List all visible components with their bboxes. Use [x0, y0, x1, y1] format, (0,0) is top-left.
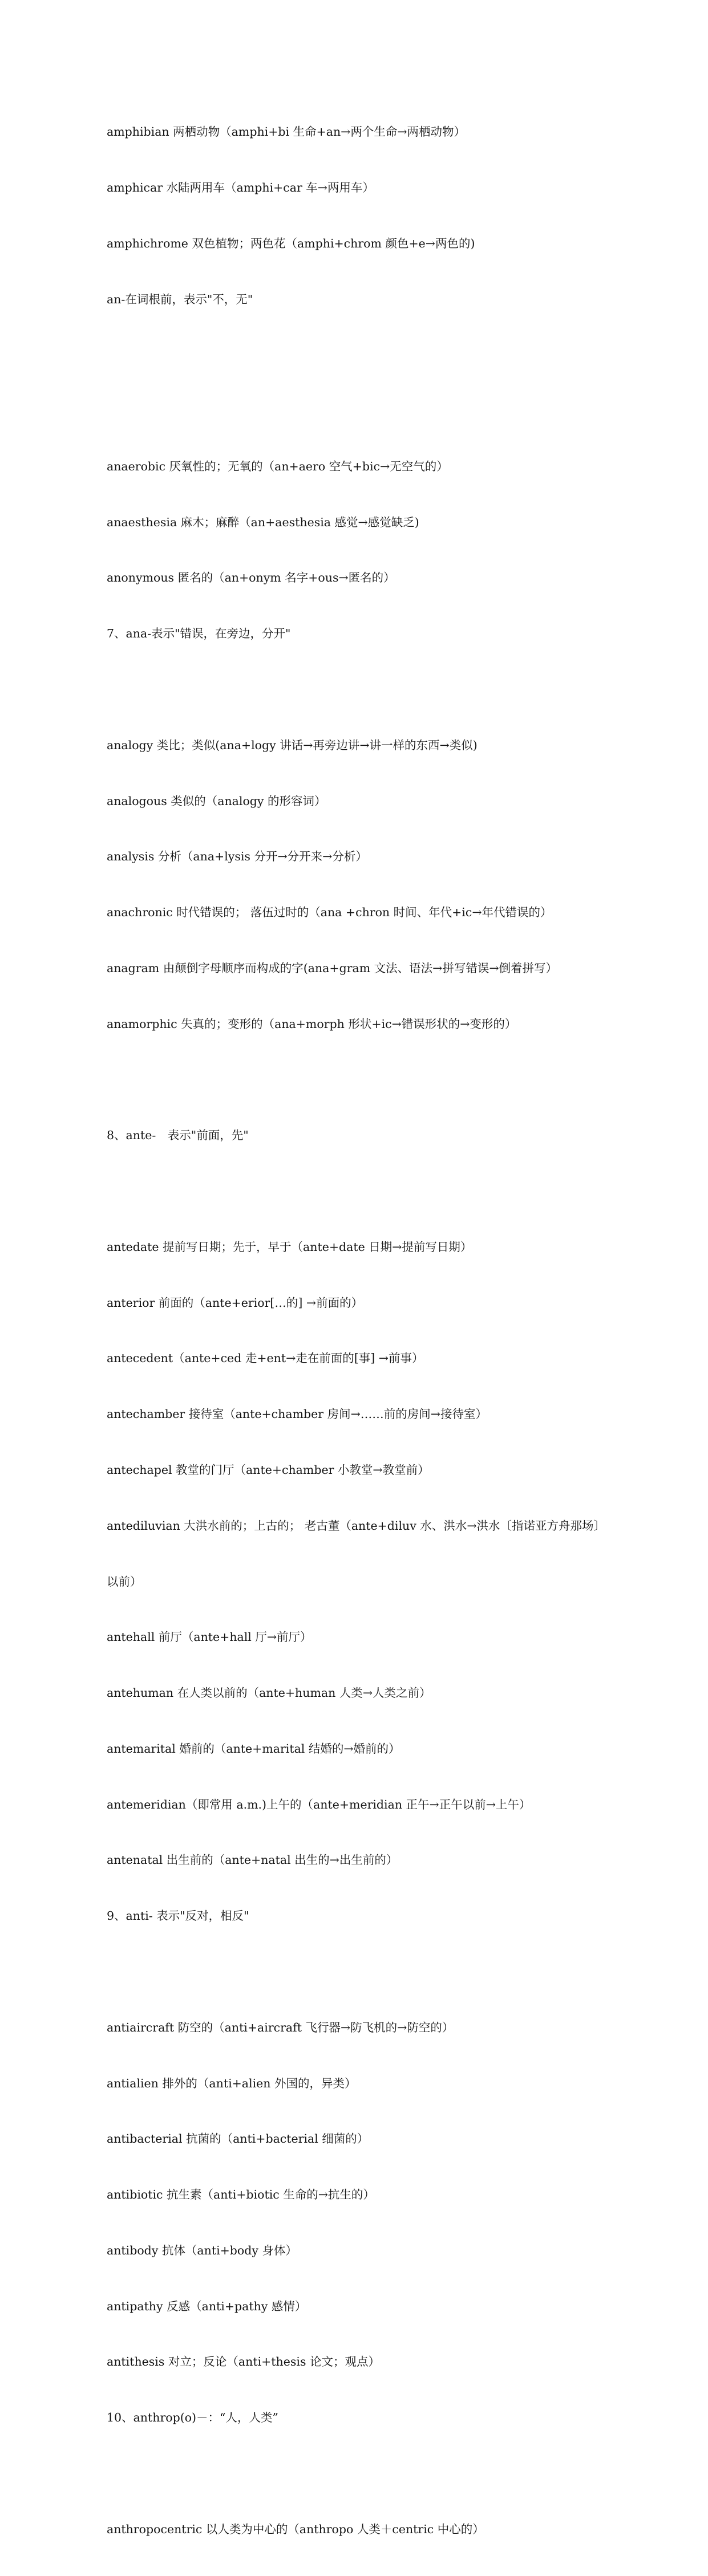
text-line: antemeridian（即常用 a.m.)上午的（ante+meridian 正午→正午以前→上午） [107, 1797, 531, 1811]
blank-line [107, 1070, 609, 1089]
text-line: anagram 由颠倒字母顺序而构成的字(ana+gram 文法、语法→拼写错误→倒着拼写） [107, 961, 558, 975]
section-heading: 8、ante- 表示"前面，先" [107, 1128, 249, 1143]
blank-line [107, 2464, 609, 2483]
text-line: antedate 提前写日期；先于，早于（ante+date 日期→提前写日期） [107, 1240, 472, 1254]
section-heading: 10、anthrop(o)－：“人，人类” [107, 2411, 279, 2425]
section-heading: 9、anti- 表示"反对，相反" [107, 1909, 249, 1923]
text-line: anamorphic 失真的；变形的（ana+morph 形状+ic→错误形状的→变形的） [107, 1017, 517, 1031]
text-line: amphibian 两栖动物（amphi+bi 生命+an→两个生命→两栖动物） [107, 125, 466, 139]
text-line: an-在词根前，表示"不，无" [107, 292, 253, 306]
text-line: antibacterial 抗菌的（anti+bacterial 细菌的） [107, 2132, 369, 2146]
text-line: analogy 类比；类似(ana+logy 讲话→再旁边讲→讲一样的东西→类似) [107, 738, 478, 752]
text-line: antemarital 婚前的（ante+marital 结婚的→婚前的） [107, 1741, 400, 1756]
text-line: anaesthesia 麻木；麻醉（an+aesthesia 感觉→感觉缺乏) [107, 515, 419, 529]
text-line: antipathy 反感（anti+pathy 感情） [107, 2299, 307, 2313]
text-line: antenatal 出生前的（ante+natal 出生的→出生前的） [107, 1853, 398, 1867]
text-line: amphichrome 双色植物；两色花（amphi+chrom 颜色+e→两色的) [107, 236, 475, 250]
blank-line [107, 680, 609, 699]
text-line: anaerobic 厌氧性的；无氧的（an+aero 空气+bic→无空气的） [107, 459, 448, 473]
blank-line [107, 1963, 609, 1981]
text-line: analysis 分析（ana+lysis 分开→分开来→分析） [107, 850, 367, 864]
text-line: amphicar 水陆两用车（amphi+car 车→两用车） [107, 180, 374, 194]
text-line: antithesis 对立；反论（anti+thesis 论文；观点） [107, 2355, 380, 2369]
section-heading: 7、ana-表示"错误，在旁边，分开" [107, 627, 291, 641]
text-line: analogous 类似的（analogy 的形容词） [107, 794, 326, 808]
text-line: 以前） [107, 1574, 142, 1588]
text-line: antechapel 教堂的门厅（ante+chamber 小教堂→教堂前） [107, 1462, 430, 1477]
text-line: antiaircraft 防空的（anti+aircraft 飞行器→防飞机的→防空的） [107, 2020, 454, 2034]
document-body [107, 86, 609, 2576]
text-line: antehuman 在人类以前的（ante+human 人类→人类之前） [107, 1686, 431, 1700]
text-line: antibody 抗体（anti+body 身体） [107, 2243, 297, 2257]
blank-line [107, 346, 609, 364]
text-line: anterior 前面的（ante+erior[…的] →前面的） [107, 1295, 363, 1310]
text-line: antehall 前厅（ante+hall 厅→前厅） [107, 1630, 312, 1644]
text-line: anthropocentric 以人类为中心的（anthropo 人类＋centric 中心的） [107, 2522, 484, 2536]
text-line: antibiotic 抗生素（anti+biotic 生命的→抗生的） [107, 2188, 375, 2202]
text-line: antecedent（ante+ced 走+ent→走在前面的[事] →前事） [107, 1351, 424, 1366]
text-line: antialien 排外的（anti+alien 外国的，异类） [107, 2076, 357, 2090]
text-line: anachronic 时代错误的； 落伍过时的（ana +chron 时间、年代+ic→年代错误的） [107, 905, 552, 920]
text-line: anonymous 匿名的（an+onym 名字+ous→匿名的） [107, 571, 395, 585]
blank-line [107, 401, 609, 420]
blank-line [107, 1182, 609, 1201]
text-line: antediluvian 大洪水前的；上古的； 老古董（ante+diluv 水、洪水→洪水〔指诺亚方舟那场〕 [107, 1518, 606, 1533]
text-line: antechamber 接待室（ante+chamber 房间→……前的房间→接待室） [107, 1407, 487, 1421]
